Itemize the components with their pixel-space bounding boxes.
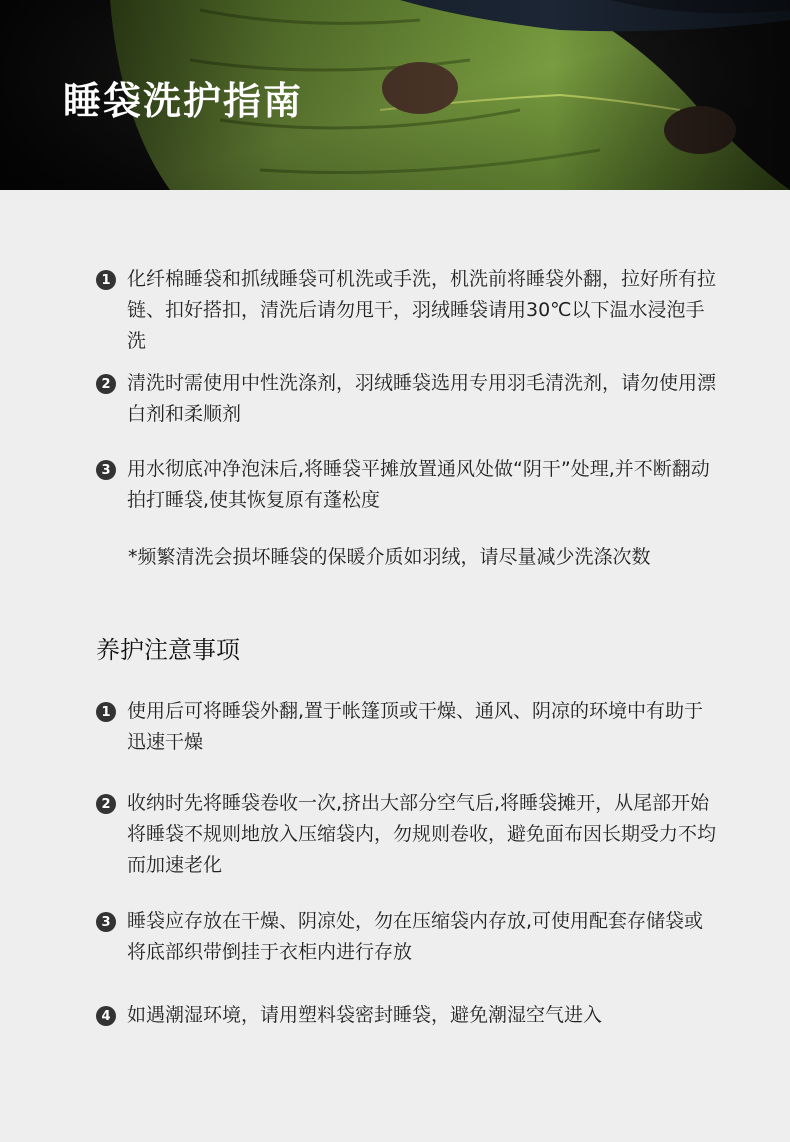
care-item-text: 如遇潮湿环境，请用塑料袋密封睡袋，避免潮湿空气进入 (127, 1004, 603, 1026)
number-badge: 2 (96, 374, 116, 394)
number-badge: 3 (96, 912, 116, 932)
number-badge: 4 (96, 1006, 116, 1026)
care-item-2 (96, 788, 736, 881)
number-badge: 1 (96, 270, 116, 290)
number-badge: 1 (96, 702, 116, 722)
page-title: 睡袋洗护指南 (63, 79, 304, 123)
care-section-title: 养护注意事项 (96, 636, 240, 664)
care-item-4 (96, 1000, 736, 1031)
hero-banner (0, 0, 790, 190)
number-badge: 3 (96, 460, 116, 480)
number-badge: 2 (96, 794, 116, 814)
washing-item-3 (96, 454, 736, 516)
care-item-text: 睡袋应存放在干燥、阴凉处，勿在压缩袋内存放,可使用配套存储袋或将底部织带倒挂于衣柜内进行存放 (127, 910, 704, 963)
care-item-1 (96, 696, 736, 758)
washing-item-text: 化纤棉睡袋和抓绒睡袋可机洗或手洗，机洗前将睡袋外翻，拉好所有拉链、扣好搭扣，清洗后请勿甩干，羽绒睡袋请用30℃以下温水浸泡手洗 (127, 268, 717, 352)
washing-item-1 (96, 264, 736, 357)
care-item-text: 使用后可将睡袋外翻,置于帐篷顶或干燥、通风、阴凉的环境中有助于迅速干燥 (127, 700, 704, 753)
care-item-3 (96, 906, 736, 968)
washing-note: *频繁清洗会损坏睡袋的保暖介质如羽绒，请尽量减少洗涤次数 (128, 546, 651, 568)
washing-item-2 (96, 368, 736, 430)
washing-item-text: 用水彻底冲净泡沫后,将睡袋平摊放置通风处做“阴干”处理,并不断翻动拍打睡袋,使其恢复原有蓬松度 (127, 458, 710, 511)
washing-item-text: 清洗时需使用中性洗涤剂，羽绒睡袋选用专用羽毛清洗剂，请勿使用漂白剂和柔顺剂 (127, 372, 717, 425)
care-item-text: 收纳时先将睡袋卷收一次,挤出大部分空气后,将睡袋摊开，从尾部开始将睡袋不规则地放入压缩袋内，勿规则卷收，避免面布因长期受力不均而加速老化 (127, 792, 717, 876)
